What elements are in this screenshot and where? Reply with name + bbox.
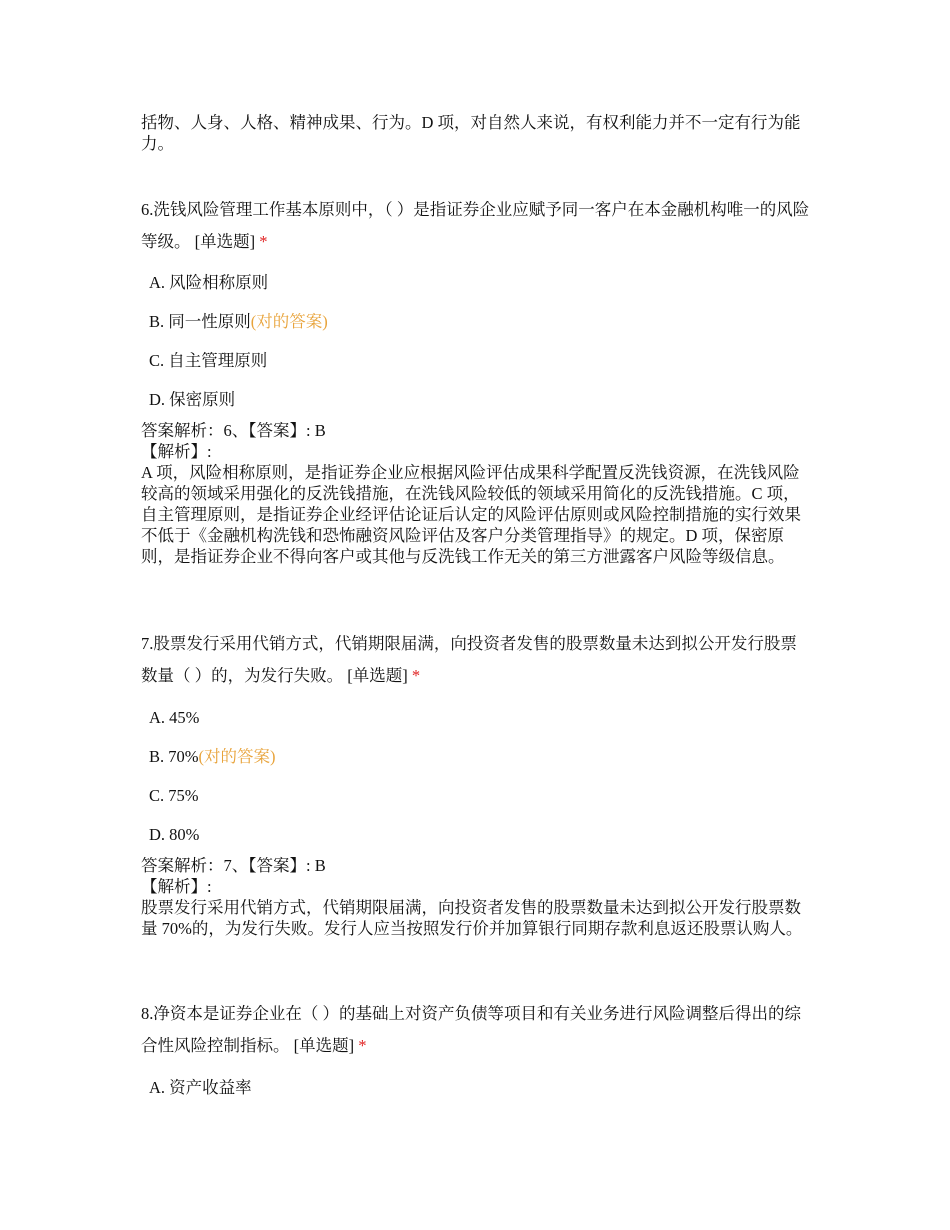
question-7-options: [141, 707, 813, 863]
question-6-analysis: [141, 420, 813, 567]
option-d[interactable]: D. 保密原则: [149, 390, 236, 409]
required-star: *: [411, 666, 421, 685]
question-title: 8.净资本是证券企业在（ ）的基础上对资产负债等项目和有关业务进行风险调整后得出的综合性风险控制指标。 [单选题] *: [141, 1004, 801, 1055]
option-a[interactable]: A. 资产收益率: [149, 1078, 252, 1097]
question-8-options: [141, 1077, 813, 1116]
question-title: 7.股票发行采用代销方式，代销期限届满，向投资者发售的股票数量未达到拟公开发行股票数量（ ）的，为发行失败。 [单选题] *: [141, 634, 797, 685]
analysis-label: 【解析】:: [141, 442, 212, 461]
answer-line: 答案解析：6、【答案】: B: [141, 421, 326, 440]
option-b[interactable]: B. 70%(对的答案): [149, 747, 276, 766]
question-6-options: [141, 272, 813, 428]
option-b[interactable]: B. 同一性原则(对的答案): [149, 312, 328, 331]
correct-answer-mark: (对的答案): [198, 747, 276, 766]
option-a[interactable]: A. 风险相称原则: [149, 273, 269, 292]
answer-line: 答案解析：7、【答案】: B: [141, 856, 326, 875]
analysis-text: 股票发行采用代销方式，代销期限届满，向投资者发售的股票数量未达到拟公开发行股票数量 70%的，为发行失败。发行人应当按照发行价并加算银行同期存款利息返还股票认购人。: [141, 898, 803, 938]
question-title: 6.洗钱风险管理工作基本原则中，（ ）是指证券企业应赋予同一客户在本金融机构唯一的风险等级。 [单选题] *: [141, 200, 810, 251]
question-7-analysis: [141, 855, 813, 939]
question-6: [141, 194, 813, 258]
required-star: *: [259, 232, 268, 251]
intro-text: 括物、人身、人格、精神成果、行为。D 项，对自然人来说，有权利能力并不一定有行为能力。: [141, 113, 801, 153]
required-star: *: [358, 1036, 367, 1055]
option-a[interactable]: A. 45%: [149, 708, 200, 727]
intro-paragraph: [141, 112, 813, 154]
analysis-label: 【解析】:: [141, 877, 212, 896]
option-c[interactable]: C. 75%: [149, 786, 199, 805]
question-7: [141, 628, 813, 692]
question-8: [141, 998, 813, 1062]
analysis-text: A 项，风险相称原则，是指证券企业应根据风险评估成果科学配置反洗钱资源，在洗钱风险较高的领域采用强化的反洗钱措施，在洗钱风险较低的领域采用简化的反洗钱措施。C 项，自主管理原则，是指证券企业经评估论证后认定的风险评估原则或风险控制措施的实行效果不低于《金融机构洗钱和恐怖融资风险评估及客户分类管理指导》的规定。D 项，保密原则，是指证券企业不得向客户或其他与反洗钱工作无关的第三方泄露客户风险等级信息。: [141, 463, 801, 566]
correct-answer-mark: (对的答案): [250, 312, 328, 331]
option-c[interactable]: C. 自主管理原则: [149, 351, 268, 370]
option-d[interactable]: D. 80%: [149, 825, 200, 844]
